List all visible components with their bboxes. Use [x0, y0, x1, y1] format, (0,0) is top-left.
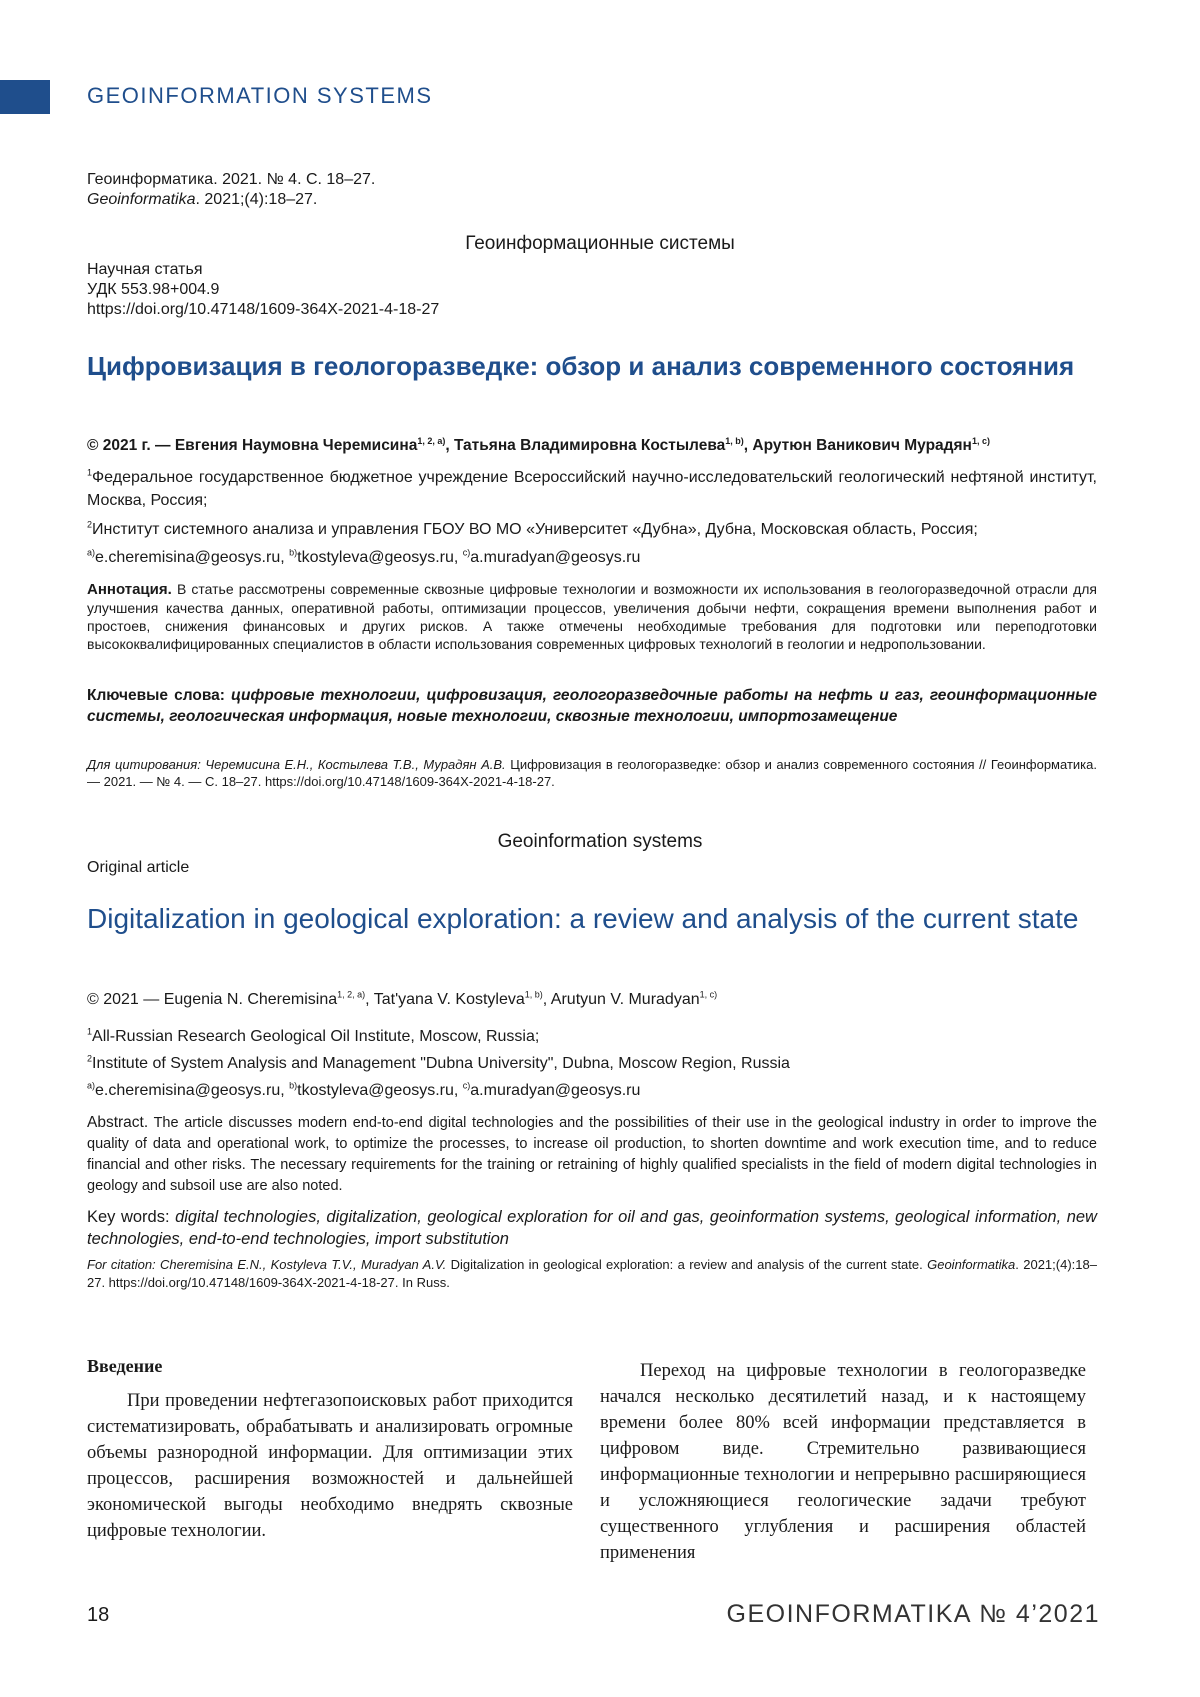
rubric-ru: Геоинформационные системы [465, 233, 735, 254]
rubric-en: Geoinformation systems [497, 831, 703, 852]
affiliation-1-text: Федеральное государственное бюджетное учреждение Всероссийский научно-исследовательский геологический нефтяной институт, Москва, Россия; [87, 469, 1097, 509]
citation-en [87, 1256, 1097, 1292]
citation-authors-en: Cheremisina E.N., Kostyleva T.V., Muradyan A.V. [160, 1257, 447, 1272]
abstract-label-ru: Аннотация. [87, 581, 172, 598]
journal-issue-footer: GEOINFORMATIKA № 4’2021 [726, 1600, 1100, 1628]
abstract-label-en: Abstract. [87, 1114, 149, 1131]
author-3-sup: 1, c) [971, 435, 990, 446]
keywords-label-en: Key words: [87, 1208, 170, 1226]
section-heading-intro: Введение [87, 1356, 163, 1376]
abstract-ru [87, 580, 1097, 653]
keywords-ru [87, 685, 1097, 727]
authors-ru [87, 436, 1097, 456]
keywords-en [87, 1206, 1097, 1250]
citation-label-ru: Для цитирования: [87, 757, 201, 772]
email-3[interactable]: a.muradyan@geosys.ru [470, 549, 641, 566]
author-2: , Татьяна Владимировна Костылева [445, 437, 726, 454]
article-type-en: Original article [87, 859, 190, 876]
reference-en-rest: . 2021;(4):18–27. [195, 191, 318, 208]
transition-paragraph: Переход на цифровые технологии в геологоразведке начался несколько десятилетий назад, и к настоящему времени более 80% всей информации представляется в цифровом виде. Стремительно развивающиеся информационные технологии и непрерывно расширяющиеся и усложняющиеся геологические задачи требуют существенного углубления и расширения областей применения [600, 1361, 1086, 1563]
affiliation-2-ru: $^2$Институт системного анализа и управления ГБОУ ВО МО «Университет «Дубна», Дубна, Московская область, Россия; [87, 519, 978, 538]
page-number: 18 [87, 1604, 110, 1626]
author-1-sup: 1, 2, a) [417, 435, 446, 446]
affiliation-1-ru: $^1$Федеральное государственное бюджетное учреждение Всероссийский научно-исследовательский геологический нефтяной институт, Москва, Россия; [87, 467, 1097, 509]
article-title-en: Digitalization in geological exploration: a review and analysis of the current state [87, 903, 1079, 934]
body-column-left [87, 1388, 573, 1544]
keywords-text-ru: цифровые технологии, цифровизация, геологоразведочные работы на нефть и газ, геоинформационные системы, геологическая информация, новые технологии, сквозные технологии, импортозамещение [87, 687, 1097, 725]
article-title-ru: Цифровизация в геологоразведке: обзор и анализ современного состояния [87, 351, 1075, 381]
citation-text-ru: Цифровизация в геологоразведке: обзор и анализ современного состояния // Геоинформатика. — 2021. — № 4. — С. 18–27. https://doi.org/10.47148/1609-364X-2021-4-18-27. [87, 757, 1097, 789]
email-2-en[interactable]: tkostyleva@geosys.ru [297, 1082, 454, 1099]
email-1[interactable]: e.cheremisina@geosys.ru [95, 549, 281, 566]
citation-label-en: For citation: [87, 1257, 156, 1272]
author-2-sup: 1, b) [725, 435, 744, 446]
affiliation-2-text: Институт системного анализа и управления ГБОУ ВО МО «Университет «Дубна», Дубна, Московская область, Россия; [92, 521, 978, 538]
abstract-en [87, 1112, 1097, 1197]
citation-post-en: . 2021;(4):18–27. https://doi.org/10.47148/1609-364X-2021-4-18-27. In Russ. [87, 1257, 1097, 1290]
article-type-ru: Научная статья [87, 261, 203, 278]
author-3-en: , Arutyun V. Muradyan [542, 991, 700, 1008]
authors-en [87, 990, 717, 1010]
keywords-label-ru: Ключевые слова: [87, 687, 225, 704]
affiliation-2-en-text: Institute of System Analysis and Management "Dubna University", Dubna, Moscow Region, Russia [92, 1055, 790, 1072]
author-3-en-sup: 1, c) [699, 989, 718, 1000]
keywords-text-en: digital technologies, digitalization, geological exploration for oil and gas, geoinformation systems, geological information, new technologies, end-to-end technologies, import substitution [87, 1208, 1097, 1248]
doi-link-ru[interactable]: https://doi.org/10.47148/1609-364X-2021-4-18-27 [87, 301, 440, 318]
email-1-en[interactable]: e.cheremisina@geosys.ru [95, 1082, 281, 1099]
abstract-text-en: The article discusses modern end-to-end digital technologies and the possibilities of their use in the geological industry in order to improve the quality of data and operational work, to optimize the processes, to increase oil production, to shorten downtime and work execution time, and to reduce financial and other risks. The necessary requirements for the training or retraining of highly qualified specialists in the field of modern digital technologies in geology and subsoil use are also noted. [87, 1115, 1097, 1194]
citation-authors-ru: Черемисина Е.Н., Костылева Т.В., Мурадян А.В. [205, 757, 506, 772]
citation-ru [87, 756, 1097, 790]
header-accent-bar [0, 80, 50, 114]
emails-en: $^{a)}$e.cheremisina@geosys.ru, $^{b)}$tkostyleva@geosys.ru, $^{c)}$a.muradyan@geosys.ru [87, 1080, 641, 1099]
affiliation-2-en: $^2$Institute of System Analysis and Management "Dubna University", Dubna, Moscow Region, Russia [87, 1053, 790, 1072]
journal-section-header: GEOINFORMATION SYSTEMS [87, 83, 433, 108]
udc-code: УДК 553.98+004.9 [87, 281, 220, 298]
reference-en [87, 190, 317, 210]
email-2[interactable]: tkostyleva@geosys.ru [297, 549, 454, 566]
author-1: © 2021 г. — Евгения Наумовна Черемисина [87, 437, 418, 454]
affiliation-1-en: $^1$All-Russian Research Geological Oil Institute, Moscow, Russia; [87, 1026, 540, 1045]
author-2-en-sup: 1, b) [524, 989, 543, 1000]
citation-text-en: Digitalization in geological exploration: a review and analysis of the current state. [450, 1257, 923, 1272]
emails-ru: $^{a)}$e.cheremisina@geosys.ru, $^{b)}$tkostyleva@geosys.ru, $^{c)}$a.muradyan@geosys.ru [87, 547, 641, 566]
author-3: , Арутюн Ваникович Мурадян [743, 437, 972, 454]
author-2-en: , Tat'yana V. Kostyleva [365, 991, 525, 1008]
affiliation-1-en-text: All-Russian Research Geological Oil Institute, Moscow, Russia; [92, 1028, 540, 1045]
email-3-en[interactable]: a.muradyan@geosys.ru [470, 1082, 641, 1099]
reference-ru: Геоинформатика. 2021. № 4. С. 18–27. [87, 171, 376, 188]
reference-en-journal: Geoinformatika [87, 191, 196, 208]
intro-paragraph: При проведении нефтегазопоисковых работ приходится систематизировать, обрабатывать и анализировать огромные объемы разнородной информации. Для оптимизации этих процессов, расширения возможностей и дальнейшей экономической выгоды необходимо внедрять сквозные цифровые технологии. [87, 1391, 573, 1541]
body-column-right [600, 1358, 1086, 1566]
author-1-en: © 2021 — Eugenia N. Cheremisina [87, 991, 338, 1008]
abstract-text-ru: В статье рассмотрены современные сквозные цифровые технологии и возможности их использования в геологоразведочной отрасли для улучшения качества данных, оперативной работы, оптимизации процессов, увеличения добычи нефти, сокращения времени выполнения работ и простоев, снижения финансовых и других рисков. А также отмечены необходимые требования для подготовки или переподготовки высококвалифицированных специалистов в области использования современных цифровых технологий в геологии и недропользовании. [87, 581, 1097, 652]
author-1-en-sup: 1, 2, a) [337, 989, 366, 1000]
citation-journal-en: Geoinformatika [927, 1257, 1016, 1272]
